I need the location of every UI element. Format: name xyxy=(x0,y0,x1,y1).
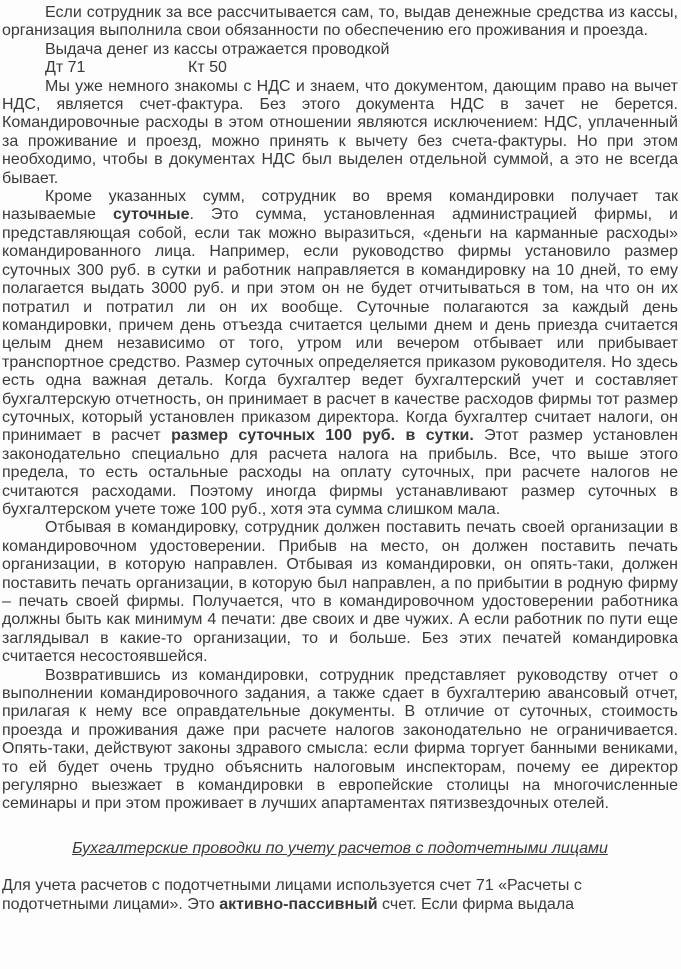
paragraph xyxy=(2,4,678,41)
text-run: счет. Если фирма выдала xyxy=(377,895,575,913)
paragraph xyxy=(2,188,678,519)
posting-line xyxy=(2,59,678,77)
text-run: Выдача денег из кассы отражается проводкой xyxy=(45,40,390,58)
paragraph xyxy=(2,667,678,814)
emphasis-text: суточные xyxy=(112,206,190,224)
text-run: Если сотрудник за все рассчитывается сам, то, выдав денежные средства из кассы, организация выполнила свои обязанности по обеспечению его проживания и проезда. xyxy=(2,4,678,40)
emphasis-text: размер суточных 100 руб. в сутки. xyxy=(171,427,474,445)
paragraph xyxy=(2,877,678,914)
paragraph xyxy=(2,41,678,59)
paragraph xyxy=(2,519,678,666)
section-heading xyxy=(2,840,678,858)
text-run: Возвратившись из командировки, сотрудник представляет руководству отчет о выполнении командировочного задания, а также сдает в бухгалтерию авансовый отчет, прилагая к нему все оправдательные документы. В отличие от суточных, стоимость проезда и проживания даже при расчете налогов законодательно не ограничивается. Опять-таки, действуют законы здравого смысла: если фирма торгует банными вениками, то ей будет очень трудно объяснить налоговым инспекторам, почему ее директор регулярно выезжает в командировки в европейские столицы на многочисленные семинары и при этом проживает в лучших апартаментах пятизвездочных отелей. xyxy=(2,666,678,813)
text-run: Отбывая в командировку, сотрудник должен поставить печать своей организации в командировочном удостоверении. Прибыв на место, он должен поставить печать организации, в которую направлен. Отбывая из командировки, он опять-таки, должен поставить печать организации, в которую был направлен, а по прибытии в родную фирму – печать своей фирмы. Получается, что в командировочном удостоверении работника должны быть как минимум 4 печати: две своих и две чужих. А если работник по пути еще заглядывал в какие-то организации, то и больше. Без этих печатей командировка считается несостоявшейся. xyxy=(2,519,678,666)
emphasis-text: активно-пассивный xyxy=(219,895,378,913)
text-run: Мы уже немного знакомы с НДС и знаем, что документом, дающим право на вычет НДС, является счет-фактура. Без этого документа НДС в зачет не берется. Командировочные расходы в этом отношении являются исключением: НДС, уплаченный за проживание и проезд, можно принять к вычету без счета-фактуры. Но при этом необходимо, чтобы в документах НДС был выделен отдельной суммой, а это не всегда бывает. xyxy=(2,77,678,187)
text-run: . Это сумма, установленная администрацией фирмы, и представляющая собой, если так можно выразиться, «деньги на карманные расходы» командированного лица. Например, если руководство фирмы установило размер суточных 300 руб. в сутки и работник направляется в командировку на 10 дней, то ему полагается выдать 3000 руб. и при этом он не будет отчитываться в том, на что он их потратил и потратил ли он их вообще. Суточные полагаются за каждый день командировки, причем день отъезда считается целыми днем и день приезда считается целым днем независимо от того, утром или вечером отбывает или прибывает транспортное средство. Размер суточных определяется приказом руководителя. Но здесь есть одна важная деталь. Когда бухгалтер ведет бухгалтерский учет и составляет бухгалтерскую отчетность, он принимает в расчет в качестве расходов фирмы тот размер суточных, который установлен приказом директора. Когда бухгалтер считает налоги, он принимает в расчет xyxy=(2,206,678,445)
credit-entry: Кт 50 xyxy=(188,59,227,77)
text-run: Этот размер установлен законодательно специально для расчета налога на прибыль. Все, что выше этого предела, то есть остальные расходы на оплату суточных, при расчете налогов не считаются расходами. Поэтому иногда фирмы устанавливают размер суточных в бухгалтерском учете тоже 100 руб., хотя эта сумма слишком мала. xyxy=(2,427,678,518)
text-run: Для учета расчетов с подотчетными лицами используется счет 71 «Расчеты с подотчетными лицами». Это xyxy=(2,877,582,913)
text-run: Кроме указанных сумм, сотрудник во время командировки получает так называемые xyxy=(2,188,678,224)
debit-entry: Дт 71 xyxy=(45,59,86,77)
paragraph xyxy=(2,78,678,188)
text-run: Бухгалтерские проводки по учету расчетов с подотчетными лицами xyxy=(72,839,608,857)
